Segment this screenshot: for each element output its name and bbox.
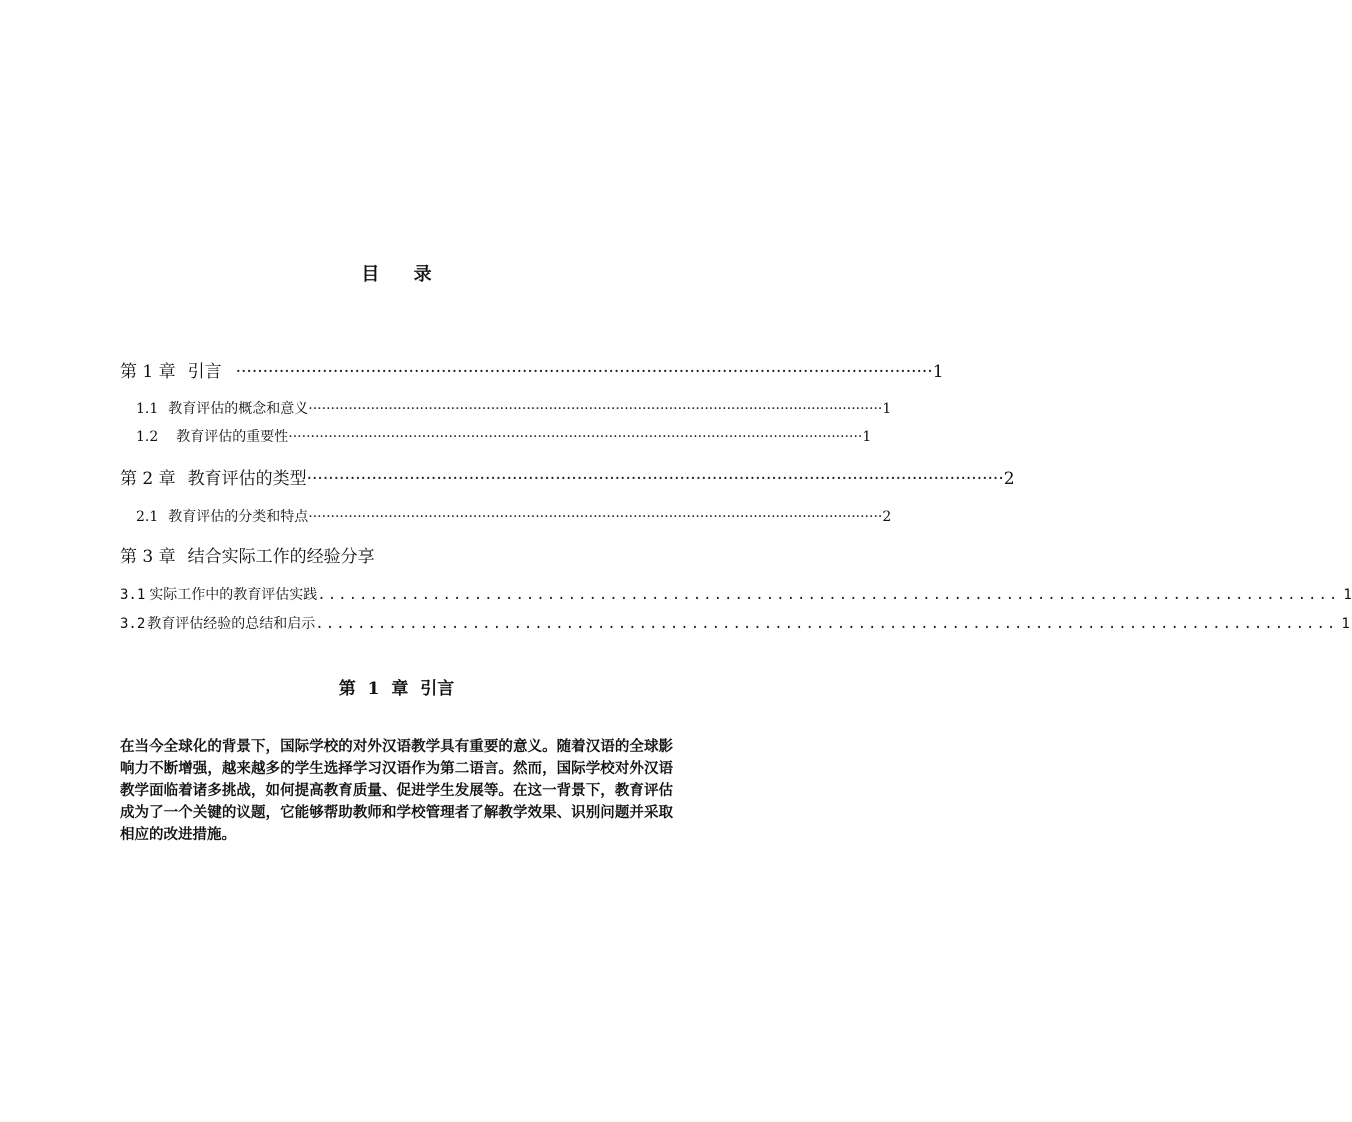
toc-entry-label: 结合实际工作的经验分享: [187, 547, 375, 567]
toc-entry-page: 1: [862, 429, 872, 445]
toc-entry-chapter-2[interactable]: [120, 464, 1015, 489]
toc-leader: ·································································································································: [235, 362, 933, 382]
body-paragraph: 在当今全球化的背景下，国际学校的对外汉语教学具有重要的意义。随着汉语的全球影响力不断增强，越来越多的学生选择学习汉语作为第二语言。然而，国际学校对外汉语教学面临着诸多挑战，如何提高教育质量、促进学生发展等。在这一背景下，教育评估成为了一个关键的议题，它能够帮助教师和学校管理者了解教学效果、识别问题并采取相应的改进措施。: [120, 739, 673, 843]
toc-entry-number: 第 3 章: [120, 547, 176, 567]
toc-entry-label: 教育评估的概念和意义: [168, 401, 309, 417]
toc-entry-1-1[interactable]: [136, 398, 892, 418]
toc-entry-number: 1.1: [136, 401, 159, 417]
toc-entry-page: 2: [1003, 469, 1015, 489]
toc-entry-label: 教育评估的分类和特点: [168, 509, 309, 525]
toc-title: 目 录: [361, 264, 446, 285]
toc-entry-chapter-1[interactable]: [120, 357, 944, 382]
toc-leader: ·································································································································: [288, 429, 863, 445]
toc-entry-number: 1.2: [136, 429, 159, 445]
toc-entry-number: 第 1 章: [120, 362, 176, 382]
toc-entry-page: 2: [882, 509, 892, 525]
toc-leader: ·································································································································: [308, 509, 883, 525]
toc-entry-1-2[interactable]: [136, 426, 872, 446]
toc-entry-2-1[interactable]: [136, 506, 892, 526]
toc-entry-label: 引言: [187, 362, 222, 382]
toc-entry-label: 教育评估的类型: [187, 469, 307, 489]
toc-entry-page: 1: [882, 401, 892, 417]
toc-leader: ..................................................................................................: [315, 616, 1338, 632]
toc-entry-label: 教育评估的重要性: [176, 429, 289, 445]
toc-entry-number: 3.2: [120, 616, 146, 632]
toc-entry-page: 1: [932, 362, 944, 382]
toc-entry-3-1[interactable]: [120, 584, 1352, 604]
toc-entry-page: 1: [1343, 587, 1352, 603]
toc-entry-page: 1: [1341, 616, 1350, 632]
toc-entry-number: 2.1: [136, 509, 159, 525]
chapter-heading: 第 1 章 引言: [338, 679, 455, 699]
toc-entry-label: 实际工作中的教育评估实践: [149, 587, 318, 603]
toc-leader: ·································································································································: [306, 469, 1004, 489]
toc-entry-label: 教育评估经验的总结和启示: [147, 616, 316, 632]
toc-entry-chapter-3[interactable]: [120, 542, 540, 567]
toc-leader: ..................................................................................................: [317, 587, 1340, 603]
toc-entry-number: 3.1: [120, 587, 146, 603]
toc-leader: ·································································································································: [308, 401, 883, 417]
toc-entry-number: 第 2 章: [120, 469, 176, 489]
toc-entry-3-2[interactable]: [120, 613, 1350, 633]
